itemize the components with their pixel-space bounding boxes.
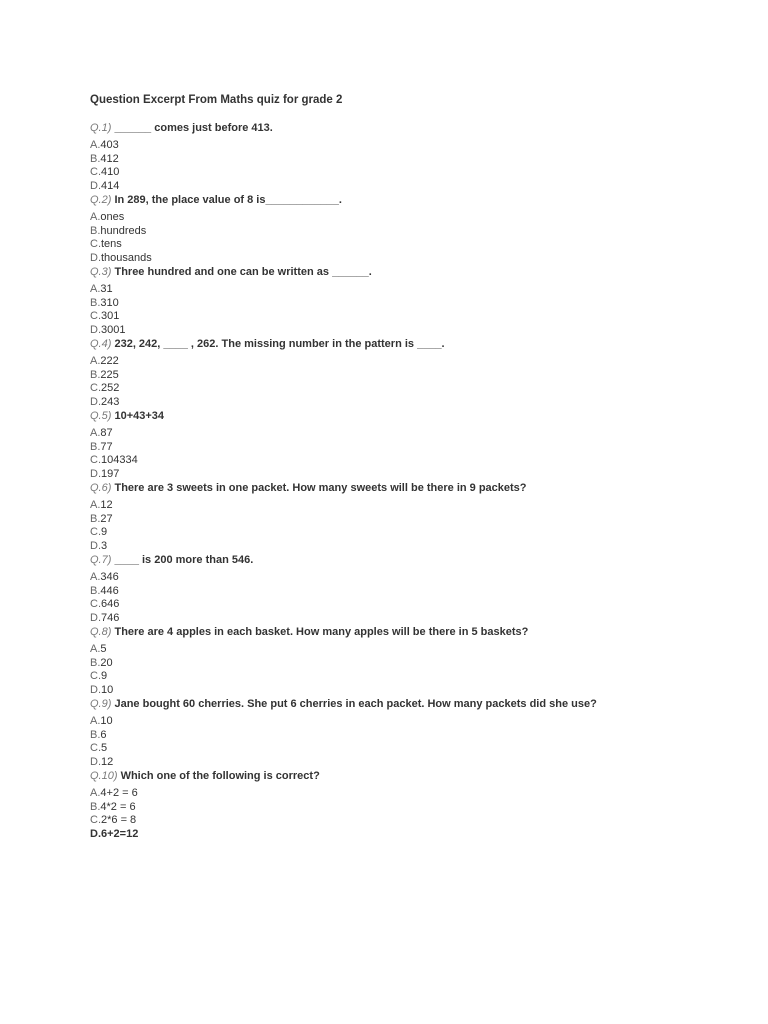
- option-text: 252: [101, 382, 120, 394]
- option-text: 27: [100, 512, 113, 525]
- option-letter: B.: [90, 224, 101, 237]
- answer-option: [90, 324, 730, 338]
- question-number: Q.5): [90, 410, 112, 422]
- answer-option: [90, 814, 730, 828]
- option-text: 310: [100, 296, 119, 309]
- option-text: 301: [101, 310, 120, 322]
- option-letter: C.: [90, 238, 101, 250]
- option-list: [90, 139, 730, 193]
- option-text: hundreds: [100, 224, 147, 237]
- option-letter: A.: [90, 787, 101, 799]
- option-letter: C.: [90, 526, 101, 538]
- answer-option: [90, 454, 730, 468]
- question-number: Q.1): [90, 122, 112, 134]
- option-text: 6: [100, 728, 107, 741]
- option-text: 197: [101, 467, 120, 480]
- option-text: 87: [100, 427, 113, 439]
- question-block-2: [90, 193, 730, 265]
- answer-option: [90, 166, 730, 180]
- question-number: Q.6): [90, 482, 112, 494]
- option-letter: B.: [90, 440, 101, 453]
- option-text: 12: [100, 499, 113, 511]
- quiz-document: [90, 93, 730, 841]
- option-text: 3001: [101, 323, 126, 336]
- question-number: Q.10): [90, 770, 118, 782]
- answer-option: [90, 657, 730, 671]
- answer-option: [90, 355, 730, 369]
- option-letter: B.: [90, 728, 101, 741]
- question-block-7: [90, 553, 730, 625]
- option-letter: B.: [90, 152, 101, 165]
- option-text: 10: [100, 715, 113, 727]
- answer-option: [90, 382, 730, 396]
- answer-option: [90, 238, 730, 252]
- question-text: In 289, the place value of 8 is____________.: [114, 194, 342, 206]
- question-line: [90, 697, 730, 711]
- option-text: 222: [100, 355, 119, 367]
- question-text: Which one of the following is correct?: [120, 770, 320, 782]
- option-text: 4+2 = 6: [100, 787, 138, 799]
- question-line: [90, 553, 730, 567]
- answer-option: [90, 369, 730, 383]
- question-number: Q.4): [90, 338, 112, 350]
- answer-option: [90, 225, 730, 239]
- question-line: [90, 337, 730, 351]
- answer-option: [90, 715, 730, 729]
- option-letter: A.: [90, 139, 101, 151]
- answer-option: [90, 643, 730, 657]
- option-text: 410: [101, 166, 120, 178]
- question-number: Q.2): [90, 194, 112, 206]
- answer-option: [90, 670, 730, 684]
- question-list: [90, 121, 730, 841]
- question-number: Q.8): [90, 626, 112, 638]
- option-text: 104334: [101, 454, 138, 466]
- option-text: thousands: [101, 251, 152, 264]
- answer-option: [90, 571, 730, 585]
- option-text: 3: [101, 539, 108, 552]
- option-text: ones: [100, 211, 125, 223]
- answer-option: [90, 499, 730, 513]
- option-text: 77: [100, 440, 113, 453]
- option-text: 746: [101, 611, 120, 624]
- question-block-4: [90, 337, 730, 409]
- option-text: 9: [101, 670, 108, 682]
- option-letter: A.: [90, 427, 101, 439]
- question-line: [90, 769, 730, 783]
- question-line: [90, 265, 730, 279]
- question-text: ____ is 200 more than 546.: [114, 554, 254, 566]
- answer-option: [90, 684, 730, 698]
- option-letter: D.: [90, 395, 101, 408]
- option-letter: D.: [90, 251, 101, 264]
- question-line: [90, 193, 730, 207]
- option-text: 20: [100, 656, 113, 669]
- option-letter: D.: [90, 539, 101, 552]
- option-list: [90, 355, 730, 409]
- option-list: [90, 643, 730, 697]
- answer-option: [90, 787, 730, 801]
- question-block-10: [90, 769, 730, 841]
- answer-option: [90, 396, 730, 410]
- answer-option: [90, 139, 730, 153]
- option-letter: C.: [90, 814, 101, 826]
- answer-option: [90, 427, 730, 441]
- option-list: [90, 715, 730, 769]
- question-text: Three hundred and one can be written as ______.: [114, 266, 372, 278]
- document-title: Question Excerpt From Maths quiz for grade 2: [90, 94, 343, 106]
- answer-option: [90, 742, 730, 756]
- option-text: 6+2=12: [101, 827, 139, 840]
- option-letter: A.: [90, 499, 101, 511]
- answer-option: [90, 756, 730, 770]
- option-letter: B.: [90, 656, 101, 669]
- option-letter: B.: [90, 296, 101, 309]
- option-text: 2*6 = 8: [101, 814, 137, 826]
- option-letter: B.: [90, 584, 101, 597]
- option-letter: C.: [90, 670, 101, 682]
- option-text: 403: [100, 139, 119, 151]
- question-text: ______ comes just before 413.: [114, 122, 273, 134]
- option-letter: D.: [90, 179, 101, 192]
- answer-option: [90, 801, 730, 815]
- option-list: [90, 283, 730, 337]
- question-line: [90, 121, 730, 135]
- question-text: There are 4 apples in each basket. How many apples will be there in 5 baskets?: [114, 626, 529, 638]
- option-letter: C.: [90, 310, 101, 322]
- answer-option: [90, 526, 730, 540]
- option-text: 9: [101, 526, 108, 538]
- answer-option: [90, 828, 730, 842]
- answer-option: [90, 297, 730, 311]
- question-block-6: [90, 481, 730, 553]
- option-text: 12: [101, 755, 114, 768]
- option-text: 414: [101, 179, 120, 192]
- option-list: [90, 211, 730, 265]
- option-letter: A.: [90, 355, 101, 367]
- option-text: 243: [101, 395, 120, 408]
- question-text: There are 3 sweets in one packet. How many sweets will be there in 9 packets?: [114, 482, 527, 494]
- option-letter: B.: [90, 800, 101, 813]
- option-letter: C.: [90, 166, 101, 178]
- option-letter: D.: [90, 755, 101, 768]
- question-line: [90, 625, 730, 639]
- answer-option: [90, 180, 730, 194]
- option-letter: D.: [90, 827, 101, 840]
- option-text: 446: [100, 584, 119, 597]
- option-letter: D.: [90, 323, 101, 336]
- option-text: 412: [100, 152, 119, 165]
- option-letter: C.: [90, 382, 101, 394]
- option-text: 5: [101, 742, 108, 754]
- option-letter: C.: [90, 454, 101, 466]
- option-letter: D.: [90, 467, 101, 480]
- option-list: [90, 571, 730, 625]
- option-letter: C.: [90, 742, 101, 754]
- answer-option: [90, 310, 730, 324]
- option-text: 646: [101, 598, 120, 610]
- option-list: [90, 787, 730, 841]
- question-number: Q.9): [90, 698, 112, 710]
- option-letter: A.: [90, 571, 101, 583]
- option-text: 4*2 = 6: [100, 800, 136, 813]
- answer-option: [90, 598, 730, 612]
- option-letter: B.: [90, 512, 101, 525]
- option-text: 225: [100, 368, 119, 381]
- option-text: 5: [100, 643, 107, 655]
- option-text: tens: [101, 238, 122, 250]
- question-block-5: [90, 409, 730, 481]
- option-text: 31: [100, 283, 113, 295]
- answer-option: [90, 612, 730, 626]
- question-text: 232, 242, ____ , 262. The missing number in the pattern is ____.: [114, 338, 445, 350]
- answer-option: [90, 211, 730, 225]
- question-line: [90, 481, 730, 495]
- answer-option: [90, 540, 730, 554]
- question-number: Q.3): [90, 266, 112, 278]
- option-text: 10: [101, 683, 114, 696]
- answer-option: [90, 585, 730, 599]
- option-text: 346: [100, 571, 119, 583]
- answer-option: [90, 468, 730, 482]
- option-list: [90, 427, 730, 481]
- question-block-8: [90, 625, 730, 697]
- question-number: Q.7): [90, 554, 112, 566]
- option-letter: A.: [90, 283, 101, 295]
- option-letter: B.: [90, 368, 101, 381]
- answer-option: [90, 283, 730, 297]
- question-text: Jane bought 60 cherries. She put 6 cherries in each packet. How many packets did she use?: [114, 698, 597, 710]
- answer-option: [90, 729, 730, 743]
- question-block-9: [90, 697, 730, 769]
- question-text: 10+43+34: [114, 410, 165, 422]
- option-letter: A.: [90, 643, 101, 655]
- answer-option: [90, 441, 730, 455]
- question-block-1: [90, 121, 730, 193]
- answer-option: [90, 513, 730, 527]
- answer-option: [90, 153, 730, 167]
- option-letter: D.: [90, 611, 101, 624]
- option-letter: A.: [90, 211, 101, 223]
- option-letter: A.: [90, 715, 101, 727]
- option-letter: D.: [90, 683, 101, 696]
- answer-option: [90, 252, 730, 266]
- option-letter: C.: [90, 598, 101, 610]
- question-line: [90, 409, 730, 423]
- option-list: [90, 499, 730, 553]
- question-block-3: [90, 265, 730, 337]
